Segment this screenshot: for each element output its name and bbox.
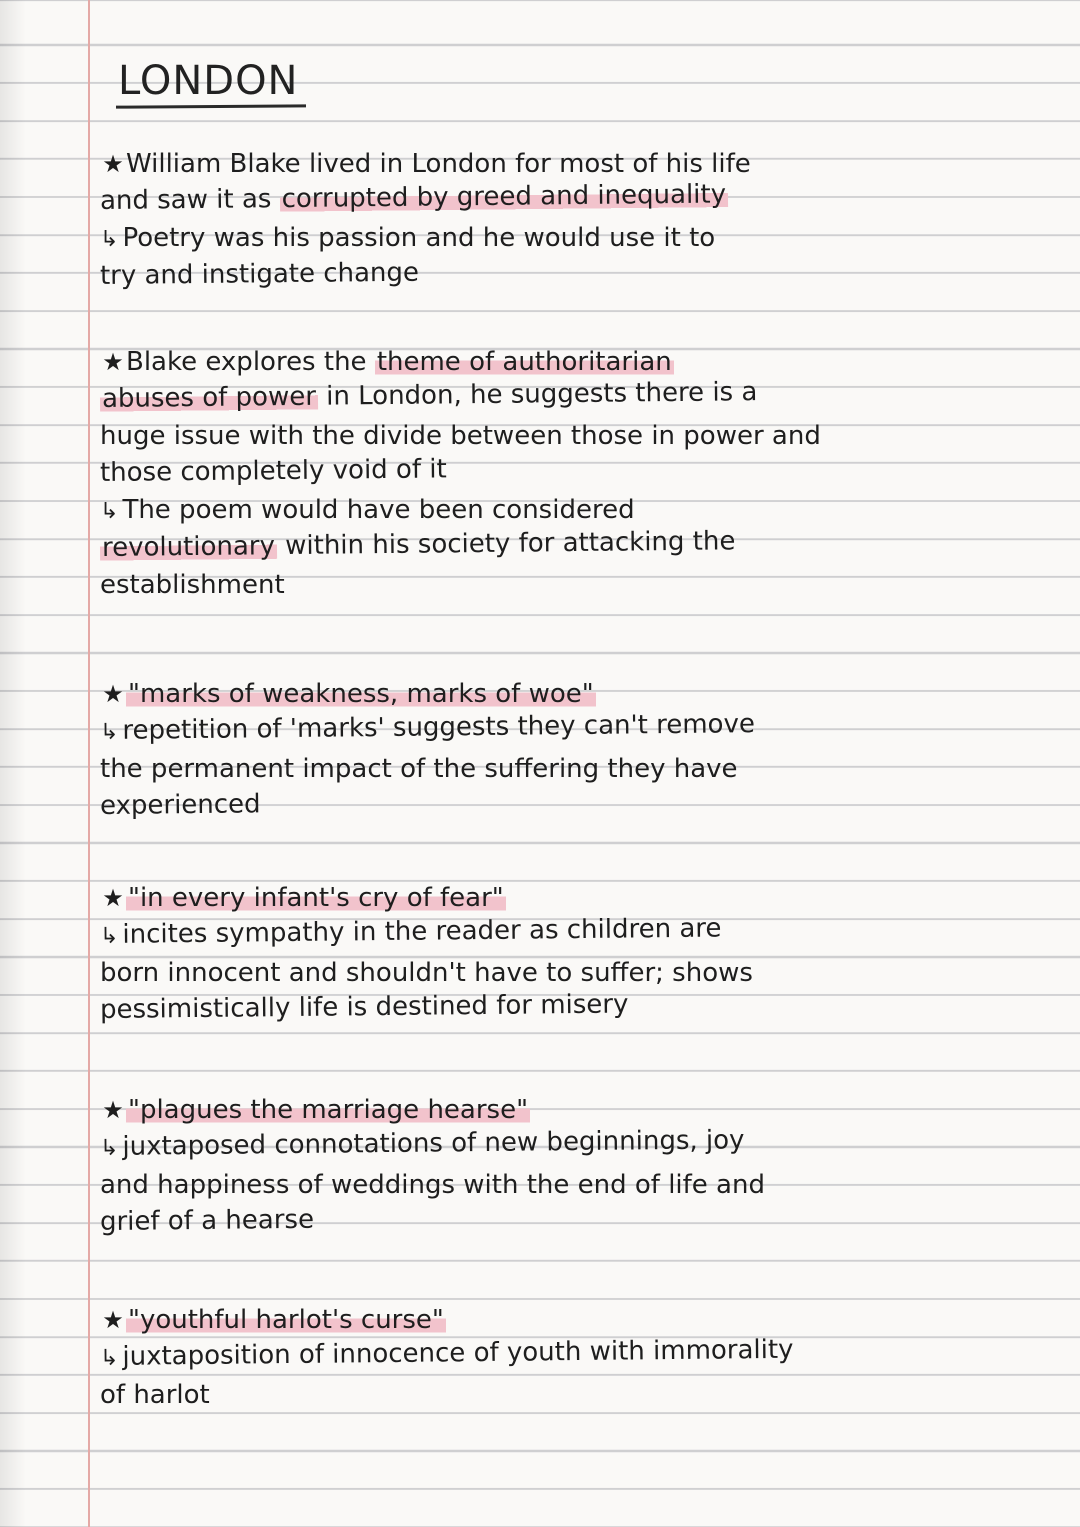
note-text: grief of a hearse <box>99 1204 315 1237</box>
highlighted-text: abuses of power <box>101 381 317 414</box>
arrow-bullet-icon: ↳ <box>99 719 119 745</box>
highlighted-text: corrupted by greed and inequality <box>281 179 727 215</box>
star-bullet-icon: ★ <box>102 150 124 178</box>
note-section-1 <box>100 146 1060 295</box>
note-text: in London, he suggests there is a <box>317 377 758 412</box>
note-text: and saw it as <box>99 184 280 216</box>
star-bullet-icon: ★ <box>102 1306 124 1334</box>
star-bullet-icon: ★ <box>102 1096 124 1124</box>
note-text: William Blake lived in London for most of his life <box>126 149 751 179</box>
note-text: incites sympathy in the reader as children are <box>122 913 722 950</box>
note-text: The poem would have been considered <box>122 495 635 525</box>
note-text: pessimistically life is destined for misery <box>99 989 629 1025</box>
arrow-bullet-icon: ↳ <box>100 499 119 524</box>
note-text: Poetry was his passion and he would use it to <box>122 223 716 253</box>
note-text: juxtaposition of innocence of youth with immorality <box>122 1334 794 1372</box>
note-text: juxtaposed connotations of new beginnings, joy <box>122 1125 745 1162</box>
note-text: experienced <box>99 789 261 821</box>
arrow-bullet-icon: ↳ <box>100 227 119 252</box>
note-section-6 <box>100 1302 1060 1414</box>
arrow-bullet-icon: ↳ <box>99 1345 119 1371</box>
arrow-bullet-icon: ↳ <box>99 923 119 949</box>
star-bullet-icon: ★ <box>102 348 124 376</box>
page-shadow <box>0 0 26 1527</box>
arrow-bullet-icon: ↳ <box>99 1135 119 1161</box>
note-section-4 <box>100 880 1060 1029</box>
note-section-5 <box>100 1092 1060 1241</box>
highlighted-text: "youthful harlot's curse" <box>128 1305 444 1335</box>
note-text: within his society for attacking the <box>276 526 736 562</box>
note-text: those completely void of it <box>99 454 447 488</box>
note-text: Blake explores the <box>126 347 375 377</box>
note-text: the permanent impact of the suffering they have <box>100 754 738 784</box>
note-text: try and instigate change <box>99 257 420 291</box>
note-text: establishment <box>100 570 285 600</box>
note-line <box>100 567 1060 604</box>
note-text: of harlot <box>100 1380 210 1410</box>
star-bullet-icon: ★ <box>102 884 124 912</box>
page-title: LONDON <box>118 58 299 104</box>
highlighted-text: revolutionary <box>101 531 276 563</box>
note-section-3 <box>100 676 1060 825</box>
note-text: repetition of 'marks' suggests they can't remove <box>122 709 756 746</box>
star-bullet-icon: ★ <box>102 680 124 708</box>
highlighted-text: "marks of weakness, marks of woe" <box>128 679 594 709</box>
note-section-2 <box>100 344 1060 604</box>
note-text: and happiness of weddings with the end of life and <box>100 1170 765 1200</box>
highlighted-text: "plagues the marriage hearse" <box>128 1095 529 1125</box>
highlighted-text: "in every infant's cry of fear" <box>128 883 504 913</box>
note-text: born innocent and shouldn't have to suffer; shows <box>100 958 753 988</box>
note-text: huge issue with the divide between those in power and <box>100 421 821 451</box>
highlighted-text: theme of authoritarian <box>376 347 672 377</box>
note-line <box>100 1377 1060 1414</box>
